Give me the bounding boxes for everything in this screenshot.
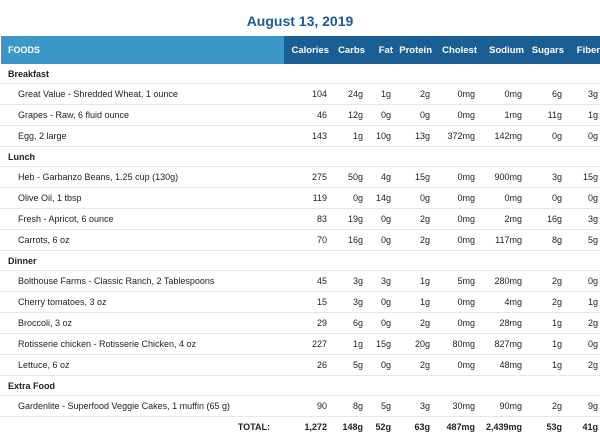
cholest-cell: 0mg bbox=[435, 209, 480, 230]
sodium-cell: 900mg bbox=[480, 167, 527, 188]
sugars-cell: 11g bbox=[527, 105, 567, 126]
fiber-cell: 3g bbox=[567, 209, 600, 230]
cholest-cell: 0mg bbox=[435, 355, 480, 376]
fiber-cell: 2g bbox=[567, 313, 600, 334]
fat-cell: 14g bbox=[368, 188, 396, 209]
calories-cell: 46 bbox=[284, 105, 332, 126]
meal-section-breakfast bbox=[1, 64, 600, 84]
sugars-cell: 1g bbox=[527, 313, 567, 334]
cholest-cell: 5mg bbox=[435, 271, 480, 292]
carbs-cell: 8g bbox=[332, 396, 368, 417]
protein-cell: 2g bbox=[396, 230, 435, 251]
food-row bbox=[1, 313, 600, 334]
carbs-cell: 1g bbox=[332, 126, 368, 147]
carbs-cell: 12g bbox=[332, 105, 368, 126]
protein-cell: 13g bbox=[396, 126, 435, 147]
food-name: Heb - Garbanzo Beans, 1.25 cup (130g) bbox=[1, 167, 284, 188]
fat-cell: 3g bbox=[368, 271, 396, 292]
food-row bbox=[1, 230, 600, 251]
food-row bbox=[1, 105, 600, 126]
fiber-cell: 1g bbox=[567, 292, 600, 313]
column-header-carbs: Carbs bbox=[332, 36, 368, 64]
fiber-cell: 0g bbox=[567, 271, 600, 292]
protein-cell: 0g bbox=[396, 188, 435, 209]
total-fiber: 41g bbox=[567, 417, 600, 437]
fat-cell: 0g bbox=[368, 209, 396, 230]
protein-cell: 0g bbox=[396, 105, 435, 126]
column-header-sodium: Sodium bbox=[480, 36, 527, 64]
food-row bbox=[1, 167, 600, 188]
protein-cell: 2g bbox=[396, 313, 435, 334]
fat-cell: 0g bbox=[368, 230, 396, 251]
column-header-protein: Protein bbox=[396, 36, 435, 64]
sodium-cell: 0mg bbox=[480, 84, 527, 105]
cholest-cell: 0mg bbox=[435, 84, 480, 105]
food-name: Gardenlite - Superfood Veggie Cakes, 1 muffin (65 g) bbox=[1, 396, 284, 417]
food-diary-table bbox=[1, 36, 600, 436]
carbs-cell: 16g bbox=[332, 230, 368, 251]
protein-cell: 2g bbox=[396, 84, 435, 105]
sodium-cell: 0mg bbox=[480, 188, 527, 209]
calories-cell: 143 bbox=[284, 126, 332, 147]
cholest-cell: 0mg bbox=[435, 313, 480, 334]
total-row bbox=[1, 417, 600, 437]
food-row bbox=[1, 209, 600, 230]
sugars-cell: 16g bbox=[527, 209, 567, 230]
food-row bbox=[1, 334, 600, 355]
sodium-cell: 117mg bbox=[480, 230, 527, 251]
sugars-cell: 2g bbox=[527, 271, 567, 292]
fat-cell: 15g bbox=[368, 334, 396, 355]
sodium-cell: 28mg bbox=[480, 313, 527, 334]
cholest-cell: 80mg bbox=[435, 334, 480, 355]
protein-cell: 2g bbox=[396, 209, 435, 230]
food-row bbox=[1, 188, 600, 209]
food-name: Fresh - Apricot, 6 ounce bbox=[1, 209, 284, 230]
carbs-cell: 3g bbox=[332, 271, 368, 292]
total-protein: 63g bbox=[396, 417, 435, 437]
total-cholest: 487mg bbox=[435, 417, 480, 437]
column-header-calories: Calories bbox=[284, 36, 332, 64]
protein-cell: 20g bbox=[396, 334, 435, 355]
food-name: Rotisserie chicken - Rotisserie Chicken, 4 oz bbox=[1, 334, 284, 355]
table-header-row bbox=[1, 36, 600, 64]
fiber-cell: 3g bbox=[567, 84, 600, 105]
carbs-cell: 0g bbox=[332, 188, 368, 209]
sugars-cell: 2g bbox=[527, 396, 567, 417]
fat-cell: 0g bbox=[368, 105, 396, 126]
carbs-cell: 5g bbox=[332, 355, 368, 376]
fiber-cell: 1g bbox=[567, 105, 600, 126]
cholest-cell: 0mg bbox=[435, 167, 480, 188]
cholest-cell: 0mg bbox=[435, 188, 480, 209]
report-date-title: August 13, 2019 bbox=[246, 13, 354, 29]
sugars-cell: 6g bbox=[527, 84, 567, 105]
meal-title: Breakfast bbox=[1, 64, 600, 84]
total-sugars: 53g bbox=[527, 417, 567, 437]
column-header-fat: Fat bbox=[368, 36, 396, 64]
sugars-cell: 2g bbox=[527, 292, 567, 313]
fiber-cell: 5g bbox=[567, 230, 600, 251]
sugars-cell: 3g bbox=[527, 167, 567, 188]
carbs-cell: 50g bbox=[332, 167, 368, 188]
meal-section-extra-food bbox=[1, 376, 600, 396]
meal-section-lunch bbox=[1, 147, 600, 167]
total-fat: 52g bbox=[368, 417, 396, 437]
fat-cell: 5g bbox=[368, 396, 396, 417]
fat-cell: 1g bbox=[368, 84, 396, 105]
calories-cell: 90 bbox=[284, 396, 332, 417]
carbs-cell: 1g bbox=[332, 334, 368, 355]
sodium-cell: 142mg bbox=[480, 126, 527, 147]
calories-cell: 227 bbox=[284, 334, 332, 355]
protein-cell: 2g bbox=[396, 355, 435, 376]
sodium-cell: 827mg bbox=[480, 334, 527, 355]
food-name: Grapes - Raw, 6 fluid ounce bbox=[1, 105, 284, 126]
sugars-cell: 8g bbox=[527, 230, 567, 251]
food-row bbox=[1, 271, 600, 292]
meal-title: Lunch bbox=[1, 147, 600, 167]
sugars-cell: 1g bbox=[527, 355, 567, 376]
calories-cell: 83 bbox=[284, 209, 332, 230]
cholest-cell: 0mg bbox=[435, 292, 480, 313]
sodium-cell: 1mg bbox=[480, 105, 527, 126]
cholest-cell: 0mg bbox=[435, 105, 480, 126]
food-name: Great Value - Shredded Wheat, 1 ounce bbox=[1, 84, 284, 105]
meal-title: Dinner bbox=[1, 251, 600, 271]
total-label: TOTAL: bbox=[1, 417, 284, 437]
total-calories: 1,272 bbox=[284, 417, 332, 437]
protein-cell: 1g bbox=[396, 292, 435, 313]
meal-title: Extra Food bbox=[1, 376, 600, 396]
column-header-cholest: Cholest bbox=[435, 36, 480, 64]
calories-cell: 104 bbox=[284, 84, 332, 105]
calories-cell: 45 bbox=[284, 271, 332, 292]
food-name: Cherry tomatoes, 3 oz bbox=[1, 292, 284, 313]
food-name: Broccoli, 3 oz bbox=[1, 313, 284, 334]
food-name: Carrots, 6 oz bbox=[1, 230, 284, 251]
protein-cell: 15g bbox=[396, 167, 435, 188]
fat-cell: 0g bbox=[368, 292, 396, 313]
fat-cell: 0g bbox=[368, 313, 396, 334]
calories-cell: 26 bbox=[284, 355, 332, 376]
fat-cell: 10g bbox=[368, 126, 396, 147]
calories-cell: 70 bbox=[284, 230, 332, 251]
fiber-cell: 15g bbox=[567, 167, 600, 188]
fiber-cell: 0g bbox=[567, 334, 600, 355]
cholest-cell: 0mg bbox=[435, 230, 480, 251]
food-name: Bolthouse Farms - Classic Ranch, 2 Tablespoons bbox=[1, 271, 284, 292]
column-header-fiber: Fiber bbox=[567, 36, 600, 64]
protein-cell: 1g bbox=[396, 271, 435, 292]
calories-cell: 29 bbox=[284, 313, 332, 334]
total-sodium: 2,439mg bbox=[480, 417, 527, 437]
food-row bbox=[1, 355, 600, 376]
calories-cell: 15 bbox=[284, 292, 332, 313]
food-row bbox=[1, 396, 600, 417]
food-row bbox=[1, 292, 600, 313]
sodium-cell: 90mg bbox=[480, 396, 527, 417]
fat-cell: 0g bbox=[368, 355, 396, 376]
sodium-cell: 2mg bbox=[480, 209, 527, 230]
food-name: Egg, 2 large bbox=[1, 126, 284, 147]
sugars-cell: 0g bbox=[527, 126, 567, 147]
sugars-cell: 0g bbox=[527, 188, 567, 209]
sodium-cell: 48mg bbox=[480, 355, 527, 376]
sodium-cell: 4mg bbox=[480, 292, 527, 313]
column-header-foods: FOODS bbox=[1, 36, 284, 64]
protein-cell: 3g bbox=[396, 396, 435, 417]
fiber-cell: 0g bbox=[567, 126, 600, 147]
carbs-cell: 6g bbox=[332, 313, 368, 334]
total-carbs: 148g bbox=[332, 417, 368, 437]
carbs-cell: 19g bbox=[332, 209, 368, 230]
fiber-cell: 2g bbox=[567, 355, 600, 376]
food-name: Lettuce, 6 oz bbox=[1, 355, 284, 376]
sodium-cell: 280mg bbox=[480, 271, 527, 292]
fat-cell: 4g bbox=[368, 167, 396, 188]
carbs-cell: 3g bbox=[332, 292, 368, 313]
fiber-cell: 9g bbox=[567, 396, 600, 417]
calories-cell: 275 bbox=[284, 167, 332, 188]
cholest-cell: 30mg bbox=[435, 396, 480, 417]
food-row bbox=[1, 84, 600, 105]
column-header-sugars: Sugars bbox=[527, 36, 567, 64]
food-row bbox=[1, 126, 600, 147]
food-name: Olive Oil, 1 tbsp bbox=[1, 188, 284, 209]
carbs-cell: 24g bbox=[332, 84, 368, 105]
calories-cell: 119 bbox=[284, 188, 332, 209]
sugars-cell: 1g bbox=[527, 334, 567, 355]
meal-section-dinner bbox=[1, 251, 600, 271]
cholest-cell: 372mg bbox=[435, 126, 480, 147]
fiber-cell: 0g bbox=[567, 188, 600, 209]
